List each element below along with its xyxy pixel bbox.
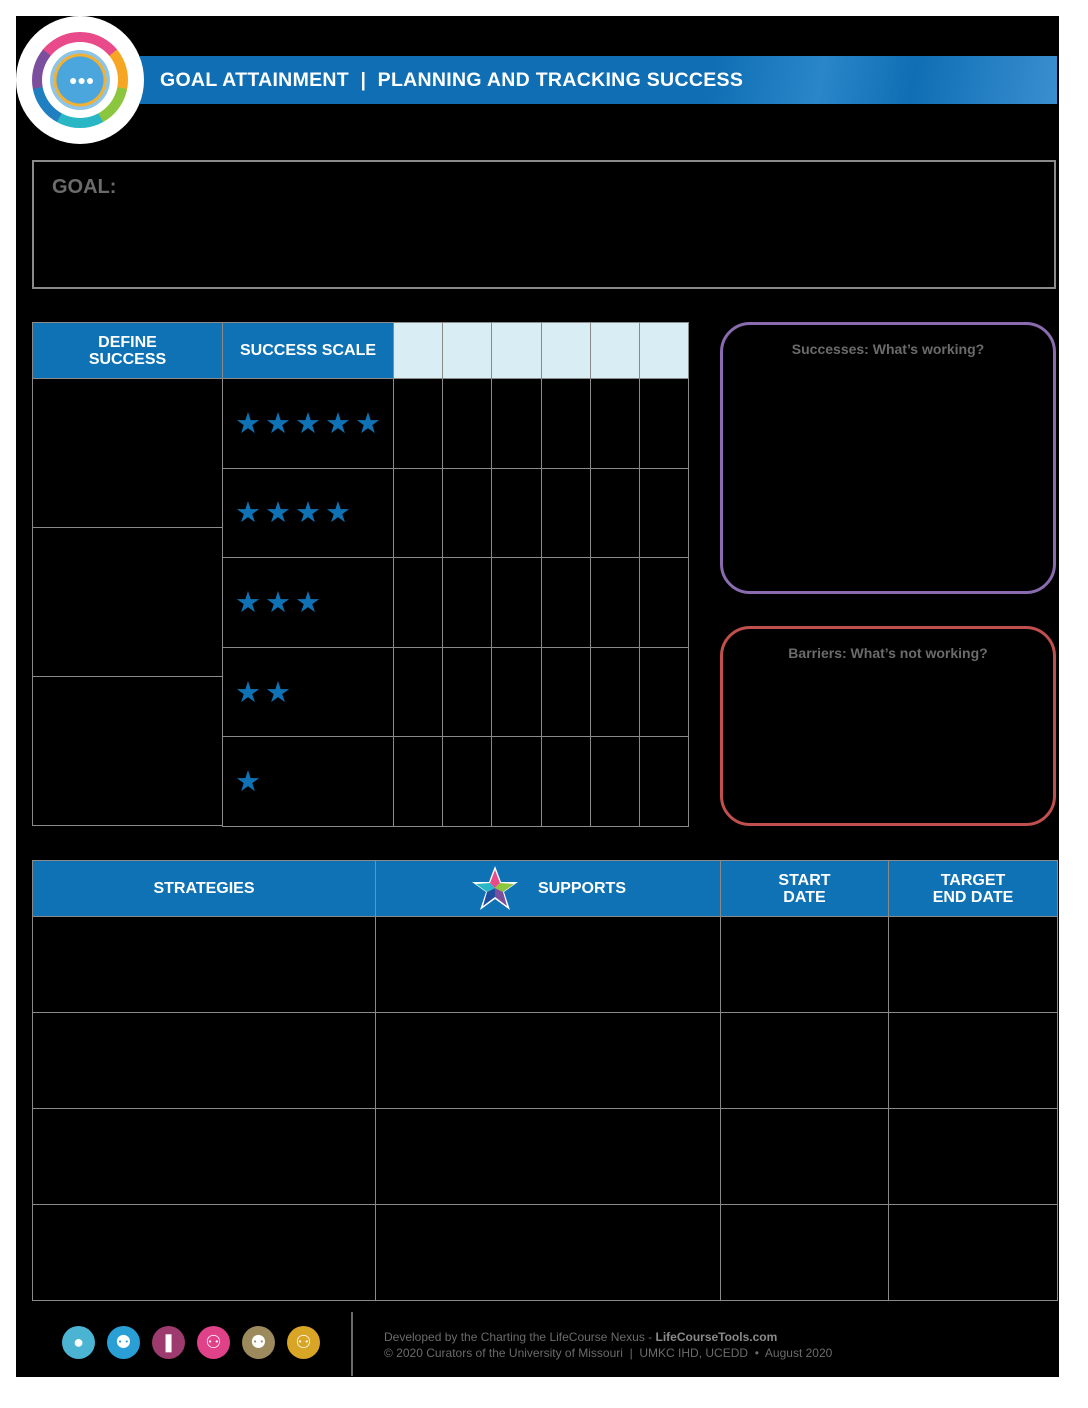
star-icon: ★ xyxy=(295,497,321,530)
star-icon: ★ xyxy=(235,586,261,619)
teen-icon: ❚ xyxy=(152,1326,185,1359)
tracking-cell[interactable] xyxy=(491,647,541,738)
target-end-date-cell[interactable] xyxy=(888,1108,1058,1205)
star-rating-level xyxy=(222,378,394,469)
star-icon: ★ xyxy=(265,676,291,709)
tracking-cell[interactable] xyxy=(639,468,689,559)
define-success-header: DEFINE SUCCESS xyxy=(32,322,223,379)
support-cell[interactable] xyxy=(375,1204,721,1301)
star-icon: ★ xyxy=(265,407,291,440)
start-date-cell[interactable] xyxy=(720,1204,889,1301)
tracking-cell[interactable] xyxy=(442,557,492,648)
tracking-cell[interactable] xyxy=(541,468,591,559)
tracking-cell[interactable] xyxy=(639,557,689,648)
page-title: GOAL ATTAINMENT | PLANNING AND TRACKING SUCCESS xyxy=(160,69,744,91)
tracking-cell[interactable] xyxy=(590,468,640,559)
tracking-date-header[interactable] xyxy=(491,322,541,379)
star-icon: ★ xyxy=(295,586,321,619)
tracking-cell[interactable] xyxy=(639,736,689,827)
tracking-cell[interactable] xyxy=(442,647,492,738)
logo-ring xyxy=(32,32,128,128)
tracking-cell[interactable] xyxy=(639,378,689,469)
start-date-cell[interactable] xyxy=(720,1012,889,1109)
tracking-date-header[interactable] xyxy=(442,322,492,379)
tracking-cell[interactable] xyxy=(541,557,591,648)
star-rating-level xyxy=(222,468,394,559)
baby-icon: ● xyxy=(62,1326,95,1359)
lifecourse-stage-icons xyxy=(62,1326,320,1360)
star-icon: ★ xyxy=(325,497,351,530)
elder-pair-icon: ⚇ xyxy=(287,1326,320,1359)
barriers-box[interactable] xyxy=(720,626,1056,826)
start-date-cell[interactable] xyxy=(720,1108,889,1205)
children-icon: ⚉ xyxy=(107,1326,140,1359)
star-rating-level xyxy=(222,557,394,648)
footer-copyright: © 2020 Curators of the University of Missouri | UMKC IHD, UCEDD • August 2020 xyxy=(384,1346,833,1360)
tracking-cell[interactable] xyxy=(590,736,640,827)
strategy-cell[interactable] xyxy=(32,916,376,1013)
success-scale-header: SUCCESS SCALE xyxy=(222,322,394,379)
star-icon: ★ xyxy=(355,407,381,440)
tracking-cell[interactable] xyxy=(393,557,443,648)
tracking-date-header[interactable] xyxy=(590,322,640,379)
people-icon: ●●● xyxy=(69,72,95,88)
tracking-cell[interactable] xyxy=(393,378,443,469)
tracking-cell[interactable] xyxy=(442,468,492,559)
tracking-date-header[interactable] xyxy=(639,322,689,379)
target-end-date-header: TARGET END DATE xyxy=(888,860,1058,917)
support-cell[interactable] xyxy=(375,1012,721,1109)
strategy-cell[interactable] xyxy=(32,1204,376,1301)
star-icon: ★ xyxy=(235,497,261,530)
footer-credit-prefix: Developed by the Charting the LifeCourse Nexus - xyxy=(384,1330,656,1344)
support-cell[interactable] xyxy=(375,916,721,1013)
strategy-cell[interactable] xyxy=(32,1108,376,1205)
target-end-date-cell[interactable] xyxy=(888,1204,1058,1301)
star-icon: ★ xyxy=(235,676,261,709)
star-icon: ★ xyxy=(265,586,291,619)
footer-link[interactable]: LifeCourseTools.com xyxy=(655,1330,778,1344)
tracking-cell[interactable] xyxy=(393,468,443,559)
tracking-date-header[interactable] xyxy=(393,322,443,379)
successes-title: Successes: What’s working? xyxy=(791,341,985,357)
tracking-cell[interactable] xyxy=(590,647,640,738)
tracking-cell[interactable] xyxy=(491,378,541,469)
tracking-cell[interactable] xyxy=(639,647,689,738)
target-end-date-cell[interactable] xyxy=(888,916,1058,1013)
supports-header-label: SUPPORTS xyxy=(537,880,626,897)
barriers-title: Barriers: What’s not working? xyxy=(788,645,988,661)
star-icon: ★ xyxy=(235,407,261,440)
tracking-cell[interactable] xyxy=(491,468,541,559)
strategy-cell[interactable] xyxy=(32,1012,376,1109)
success-scale-table xyxy=(32,322,688,826)
star-rating-level xyxy=(222,736,394,827)
footer-divider xyxy=(351,1312,353,1376)
define-success-cell-1[interactable] xyxy=(32,378,223,528)
goal-field[interactable] xyxy=(32,160,1056,289)
tracking-cell[interactable] xyxy=(393,647,443,738)
tracking-cell[interactable] xyxy=(590,557,640,648)
strategies-header: STRATEGIES xyxy=(32,860,376,917)
tracking-cell[interactable] xyxy=(491,736,541,827)
lifecourse-logo xyxy=(16,16,144,144)
tracking-cell[interactable] xyxy=(541,647,591,738)
tracking-cell[interactable] xyxy=(393,736,443,827)
start-date-cell[interactable] xyxy=(720,916,889,1013)
support-cell[interactable] xyxy=(375,1108,721,1205)
start-date-header: START DATE xyxy=(720,860,889,917)
tracking-cell[interactable] xyxy=(590,378,640,469)
goal-label: GOAL: xyxy=(52,176,117,198)
define-success-cell-3[interactable] xyxy=(32,676,223,826)
tracking-cell[interactable] xyxy=(442,736,492,827)
tracking-cell[interactable] xyxy=(442,378,492,469)
tracking-cell[interactable] xyxy=(491,557,541,648)
tracking-date-header[interactable] xyxy=(541,322,591,379)
star-icon: ★ xyxy=(235,766,261,799)
star-icon: ★ xyxy=(325,407,351,440)
header-bar xyxy=(140,56,1057,104)
target-end-date-cell[interactable] xyxy=(888,1012,1058,1109)
star-icon: ★ xyxy=(295,407,321,440)
supports-header xyxy=(375,860,721,917)
tracking-cell[interactable] xyxy=(541,736,591,827)
star-support-icon xyxy=(470,864,520,914)
family-icon: ⚉ xyxy=(242,1326,275,1359)
star-icon: ★ xyxy=(265,497,291,530)
successes-box[interactable] xyxy=(720,322,1056,594)
footer-credits xyxy=(384,1329,832,1361)
define-success-cell-2[interactable] xyxy=(32,527,223,677)
tracking-cell[interactable] xyxy=(541,378,591,469)
strategies-table xyxy=(32,860,1058,1300)
star-rating-level xyxy=(222,647,394,738)
adult-pair-icon: ⚇ xyxy=(197,1326,230,1359)
